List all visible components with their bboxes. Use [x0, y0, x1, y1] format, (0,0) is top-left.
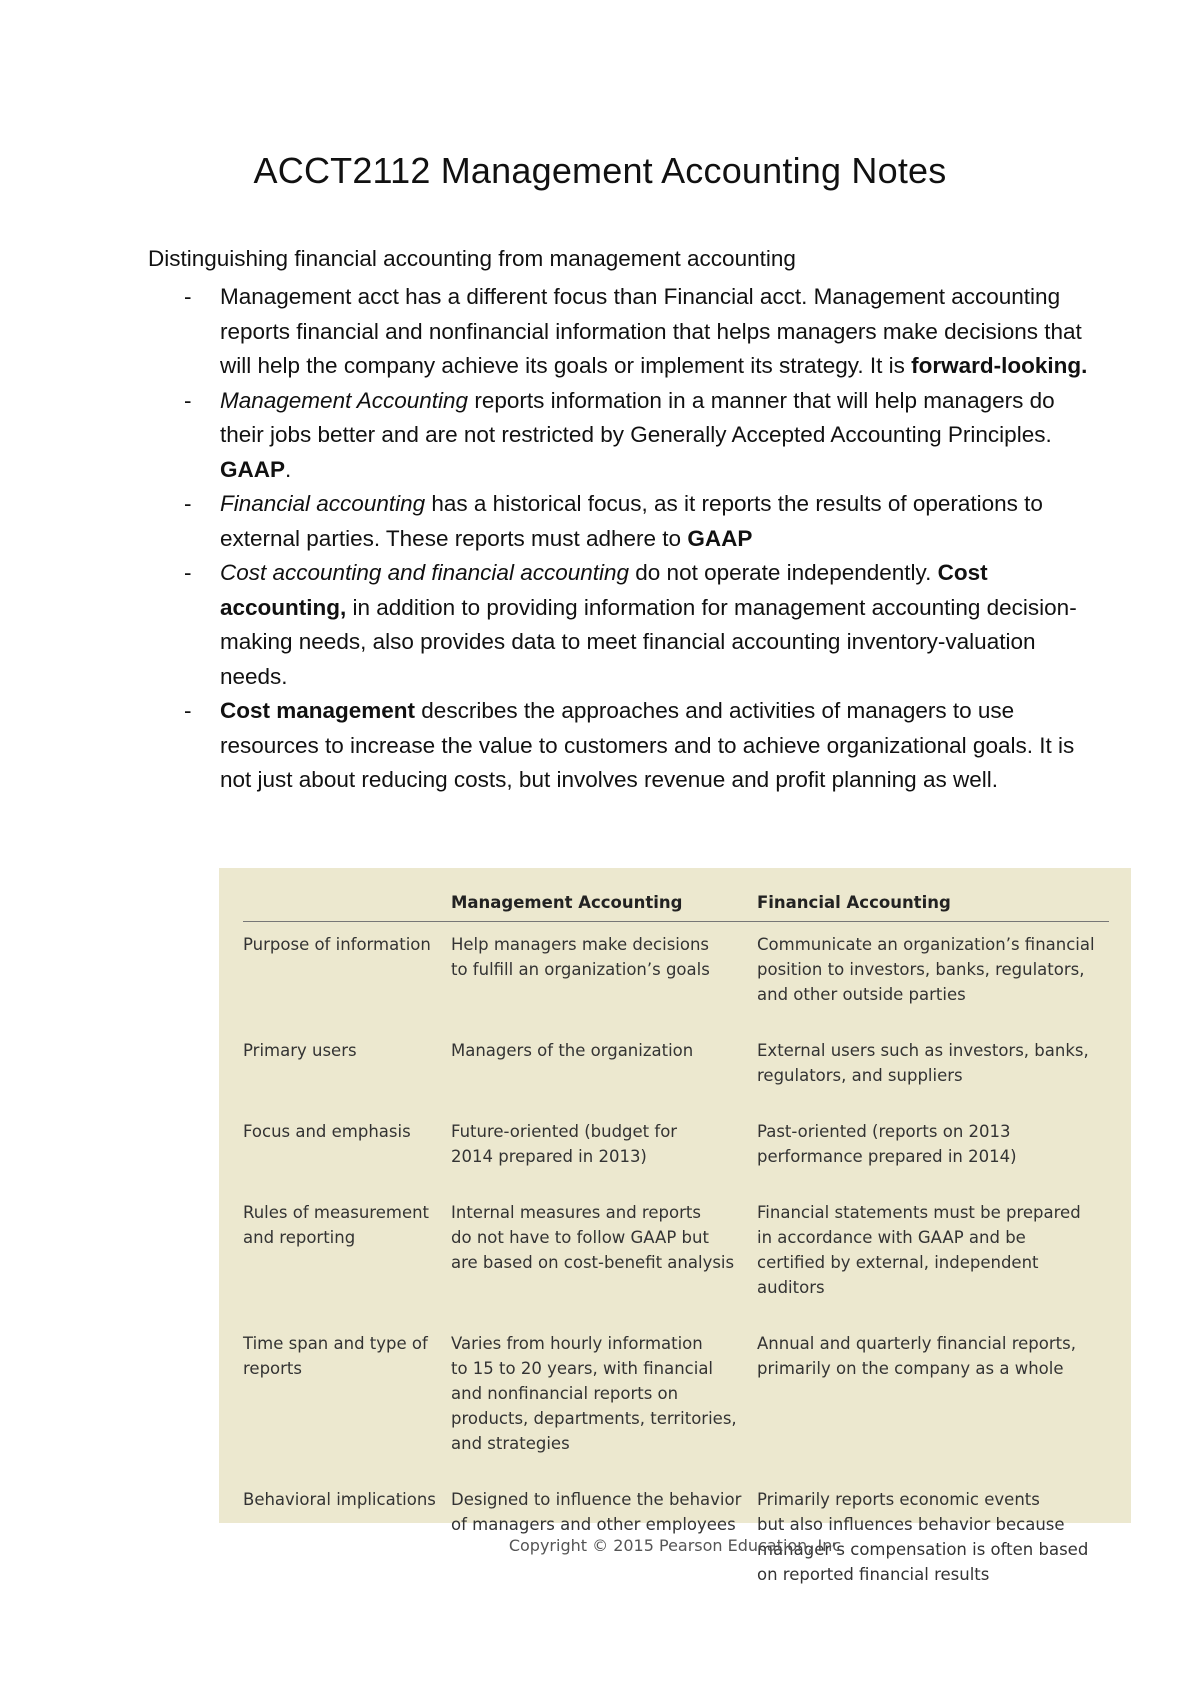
row-label-cell: Behavioral implications — [243, 1490, 436, 1509]
bullet-text: do not operate independently. — [629, 560, 938, 585]
bullet-dash: - — [184, 560, 192, 585]
table-header-row — [243, 890, 1109, 922]
table-row — [243, 1319, 1109, 1475]
row-label-cell: Purpose of information — [243, 935, 431, 954]
bullet-italic-text: Financial accounting — [220, 491, 426, 516]
management-cell: Managers of the organization — [451, 1041, 694, 1060]
bullet-dash: - — [184, 698, 192, 723]
table-row — [243, 1107, 1109, 1188]
financial-cell: Past-oriented (reports on 2013 performance prepared in 2014) — [757, 1122, 1017, 1166]
bullet-text: reports information in a manner that will help managers do their jobs better and are not restricted by Generally Accepted Accounting Principles. — [220, 387, 1055, 447]
bullet-italic-text: Management Accounting — [220, 387, 469, 413]
bullet-dash: - — [184, 387, 192, 413]
bullet-text: has a historical focus, as it reports the results of operations to external parties. These reports must adhere to — [220, 491, 1043, 551]
comparison-table — [243, 890, 1109, 1606]
bullet-bold-text: Cost accounting, — [220, 560, 988, 620]
financial-cell: External users such as investors, banks, regulators, and suppliers — [757, 1041, 1089, 1085]
financial-cell: Annual and quarterly financial reports, primarily on the company as a whole — [757, 1334, 1076, 1378]
table-row — [243, 922, 1109, 1027]
bullet-list — [148, 280, 1088, 798]
management-cell: Varies from hourly information to 15 to 20 years, with financial and nonfinancial reports on products, departments, territories, and strategies — [451, 1334, 737, 1453]
bullet-item — [148, 556, 1088, 694]
bullet-text: Management acct has a different focus than Financial acct. Management accounting reports financial and nonfinancial information that helps managers make decisions that will help the company achieve its goals or implement its strategy. It is — [220, 284, 1082, 378]
bullet-item — [148, 384, 1088, 488]
management-cell: Designed to influence the behavior of managers and other employees — [451, 1490, 742, 1534]
bullet-item — [148, 487, 1088, 556]
bullet-bold-text: GAAP — [687, 525, 753, 551]
table-row — [243, 1026, 1109, 1107]
section-heading: Distinguishing financial accounting from management accounting — [148, 246, 796, 271]
table-header-cell: Management Accounting — [451, 890, 757, 922]
bullet-item — [148, 694, 1088, 798]
financial-cell: Financial statements must be prepared in accordance with GAAP and be certified by external, independent auditors — [757, 1203, 1081, 1297]
table-row — [243, 1188, 1109, 1319]
row-label-cell: Rules of measurement and reporting — [243, 1203, 430, 1247]
bullet-bold-text: forward-looking. — [911, 353, 1088, 378]
bullet-bold-text: Cost management — [220, 698, 416, 723]
bullet-text: in addition to providing information for management accounting decision-making needs, also provides data to meet financial accounting inventory-valuation needs. — [220, 594, 1077, 689]
bullet-bold-text: GAAP — [220, 456, 286, 482]
management-cell: Help managers make decisions to fulfill an organization’s goals — [451, 935, 710, 979]
table-header-cell — [243, 890, 451, 922]
bullet-dash: - — [184, 491, 192, 516]
copyright-caption: Copyright © 2015 Pearson Education, Inc — [508, 1536, 842, 1555]
management-cell: Internal measures and reports do not have to follow GAAP but are based on cost-benefit analysis — [451, 1203, 735, 1272]
bullet-text: describes the approaches and activities of managers to use resources to increase the value to customers and to achieve organizational goals. It is not just about reducing costs, but involves revenue and profit planning as well. — [220, 698, 1075, 792]
page-title: ACCT2112 Management Accounting Notes — [253, 150, 947, 191]
bullet-text: . — [285, 456, 292, 482]
financial-cell: Communicate an organization’s financial position to investors, banks, regulators, and other outside parties — [757, 935, 1095, 1004]
row-label-cell: Focus and emphasis — [243, 1122, 411, 1141]
bullet-item — [148, 280, 1088, 384]
row-label-cell: Primary users — [243, 1041, 357, 1060]
bullet-dash: - — [184, 284, 192, 309]
table-header-cell: Financial Accounting — [757, 890, 1109, 922]
financial-cell: Primarily reports economic events but also influences behavior because manager’s compensation is often based on reported financial results — [757, 1490, 1089, 1584]
management-cell: Future-oriented (budget for 2014 prepared in 2013) — [451, 1122, 678, 1166]
bullet-italic-text: Cost accounting and financial accounting — [220, 560, 630, 585]
row-label-cell: Time span and type of reports — [243, 1334, 428, 1378]
